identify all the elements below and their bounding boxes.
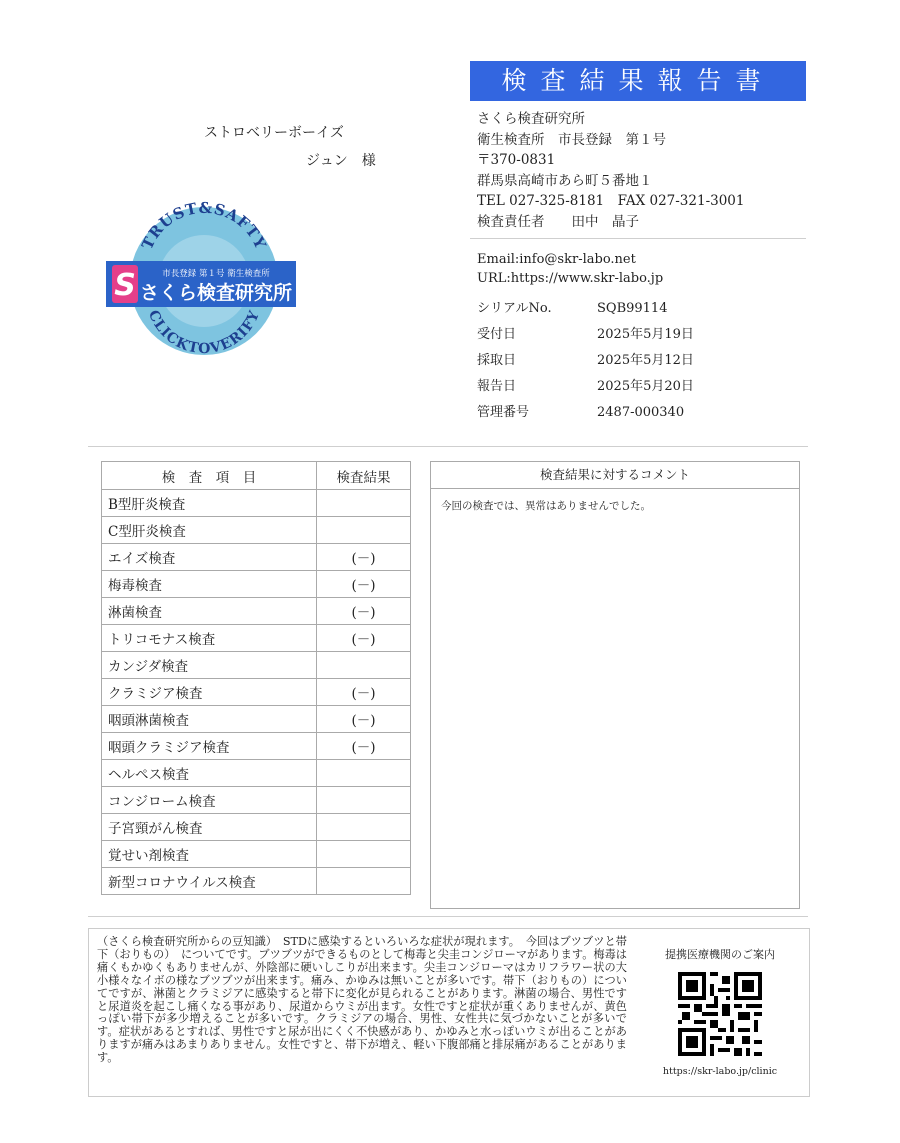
table-header-row [102, 462, 411, 490]
lab-phone-fax: TEL 027-325-8181 FAX 027-321-3001 [477, 193, 745, 209]
clinic-title: 提携医療機関のご案内 [665, 948, 775, 961]
meta-row-reported [477, 375, 694, 394]
test-name: 覚せい剤検査 [102, 841, 317, 868]
table-row [102, 733, 411, 760]
lab-info-block [477, 109, 745, 232]
comment-box [430, 461, 800, 909]
qr-code-icon[interactable] [678, 972, 762, 1056]
seal-brand: さくら検査研究所 [139, 282, 293, 304]
meta-row-serial [477, 297, 667, 316]
test-name: ヘルペス検査 [102, 760, 317, 787]
test-result: (－) [317, 544, 411, 571]
seal-bottom-text: CLICKTOVERIFY [144, 307, 264, 357]
meta-label: 報告日 [477, 379, 517, 394]
test-result: (－) [317, 625, 411, 652]
meta-row-control-number [477, 401, 684, 420]
report-title: 検査結果報告書 [470, 61, 806, 101]
meta-label: シリアルNo. [477, 301, 552, 316]
table-row [102, 706, 411, 733]
meta-row-received [477, 323, 694, 342]
test-result [317, 517, 411, 544]
lab-registration: 衛生検査所 市長登録 第１号 [477, 131, 666, 148]
lab-url[interactable]: URL:https://www.skr-labo.jp [477, 271, 664, 286]
test-name: カンジダ検査 [102, 652, 317, 679]
table-row [102, 868, 411, 895]
lab-manager: 検査責任者 田中 晶子 [477, 213, 639, 230]
meta-label: 管理番号 [477, 405, 530, 420]
test-name: 咽頭淋菌検査 [102, 706, 317, 733]
svg-text:S: S [114, 268, 136, 303]
column-header-item: 検 査 項 目 [102, 462, 317, 490]
test-name: コンジローム検査 [102, 787, 317, 814]
table-row [102, 787, 411, 814]
lab-address: 群馬県高崎市あら町５番地１ [477, 172, 653, 189]
meta-value: SQB99114 [597, 301, 668, 316]
table-row [102, 814, 411, 841]
table-row [102, 625, 411, 652]
comment-body: 今回の検査では、異常はありませんでした。 [441, 500, 651, 512]
meta-label: 採取日 [477, 353, 517, 368]
seal-top-text: TRUST&SAFTY [138, 199, 270, 253]
test-name: 梅毒検査 [102, 571, 317, 598]
test-name: B型肝炎検査 [102, 490, 317, 517]
test-name: 子宮頸がん検査 [102, 814, 317, 841]
table-row [102, 679, 411, 706]
column-header-result: 検査結果 [317, 462, 411, 490]
comment-header: 検査結果に対するコメント [431, 462, 799, 489]
test-name: 淋菌検査 [102, 598, 317, 625]
table-row [102, 598, 411, 625]
contact-block [477, 250, 663, 288]
section-divider [88, 446, 808, 447]
test-name: C型肝炎検査 [102, 517, 317, 544]
test-result [317, 814, 411, 841]
test-result: (－) [317, 571, 411, 598]
table-row [102, 517, 411, 544]
trivia-text: （さくら検査研究所からの豆知識） STDに感染するといろいろな症状が現れます。 今回はブツブツと帯下（おりもの） についてです。ブツブツができるものとして梅毒と尖圭コンジローマがあります。梅毒は痛くもかゆくもありませんが、外陰部に硬いしこりが出来ます。尖圭コンジローマはカリフラワー状の大小様々なイボの様なブツブツが出来ます。痛み、かゆみは無いことが多いです。帯下（おりもの）についてですが、淋菌とクラミジアに感染すると帯下に変化が見られることがあります。淋菌の場合、男性ですと尿道炎を起こし痛くなる事があり、尿道からウミが出ます。女性ですと症状が重くありませんが、黄色っぽい帯下が多少増えることが多いです。クラミジアの場合、男性、女性共に気づかないことが多いです。症状があるとすれば、男性ですと尿が出にくく不快感があり、かゆみと水っぽいウミが出ることがありますが痛みはあまりありません。女性ですと、帯下が増え、軽い下腹部痛と排尿痛があることがあります。 [97, 935, 627, 1065]
test-name: 咽頭クラミジア検査 [102, 733, 317, 760]
test-result [317, 760, 411, 787]
test-name: クラミジア検査 [102, 679, 317, 706]
test-result [317, 841, 411, 868]
test-result: (－) [317, 598, 411, 625]
meta-value: 2025年5月19日 [597, 327, 694, 342]
addressee-name: ジュン 様 [306, 153, 376, 169]
lab-seal-logo [104, 199, 298, 357]
table-row [102, 760, 411, 787]
test-results-table [101, 461, 411, 895]
test-name: エイズ検査 [102, 544, 317, 571]
test-result: (－) [317, 679, 411, 706]
test-result [317, 868, 411, 895]
test-result: (－) [317, 706, 411, 733]
test-name: トリコモナス検査 [102, 625, 317, 652]
footer-divider [88, 916, 808, 917]
table-row [102, 841, 411, 868]
addressee-group: ストロベリーボーイズ [204, 125, 344, 141]
table-row [102, 571, 411, 598]
test-name: 新型コロナウイルス検査 [102, 868, 317, 895]
meta-label: 受付日 [477, 327, 517, 342]
test-result: (－) [317, 733, 411, 760]
divider [470, 238, 806, 239]
lab-email[interactable]: Email:info@skr-labo.net [477, 252, 636, 267]
table-row [102, 652, 411, 679]
meta-value: 2487-000340 [597, 405, 685, 420]
clinic-info [640, 946, 800, 1077]
test-result [317, 490, 411, 517]
lab-postal: 〒370-0831 [477, 152, 556, 168]
lab-name: さくら検査研究所 [477, 111, 585, 127]
meta-value: 2025年5月20日 [597, 379, 694, 394]
test-result [317, 652, 411, 679]
seal-registration: 市長登録 第１号 衛生検査所 [162, 269, 270, 279]
table-row [102, 490, 411, 517]
table-row [102, 544, 411, 571]
meta-row-collected [477, 349, 694, 368]
test-result [317, 787, 411, 814]
clinic-url[interactable]: https://skr-labo.jp/clinic [662, 1066, 778, 1077]
meta-value: 2025年5月12日 [597, 353, 694, 368]
